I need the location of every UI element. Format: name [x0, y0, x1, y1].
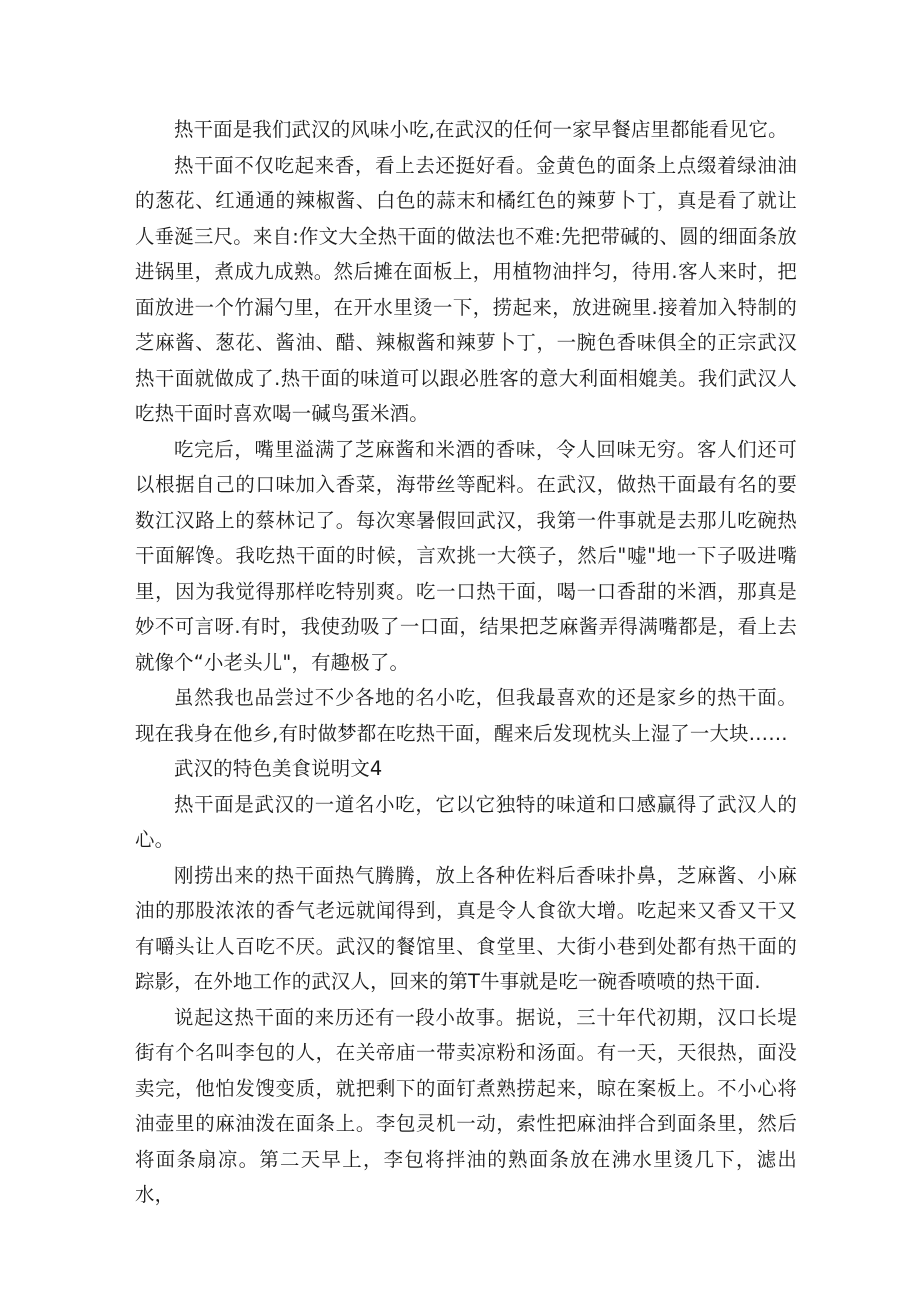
paragraph-after-eating: 吃完后，嘴里溢满了芝麻酱和米酒的香味，令人回味无穷。客人们还可以根据自己的口味加入香菜，海带丝等配料。在武汉，做热干面最有名的要数江汉路上的蔡林记了。每次寒暑假回武汉，我第一件事就是去那儿吃碗热干面解馋。我吃热干面的时候，言欢挑一大筷子，然后"嘘"地一下子吸进嘴里，因为我觉得那样吃特别爽。吃一口热干面，喝一口香甜的米酒，那真是妙不可言呀.有时，我使劲吸了一口面，结果把芝麻酱弄得满嘴都是，看上去就像个“小老头儿"，有趣极了。 [135, 437, 797, 674]
paragraph-aroma: 刚捞出来的热干面热气腾腾，放上各种佐料后香味扑鼻，芝麻酱、小麻油的那股浓浓的香气老远就闻得到，真是令人食欲大增。吃起来又香又干又有嚼头让人百吃不厌。武汉的餐馆里、食堂里、大街小巷到处都有热干面的踪影，在外地工作的武汉人，回来的第T牛事就是吃一碗香喷喷的热干面. [135, 863, 797, 993]
paragraph-famous-snack: 热干面是武汉的一道名小吃，它以它独特的味道和口感赢得了武汉人的心。 [135, 792, 797, 851]
paragraph-intro: 热干面是我们武汉的风味小吃,在武汉的任何一家早餐店里都能看见它。 [174, 118, 788, 141]
document-body [135, 112, 797, 1213]
paragraph-appearance-and-recipe: 热干面不仅吃起来香，看上去还挺好看。金黄色的面条上点缀着绿油油的葱花、红通通的辣椒酱、白色的蒜末和橘红色的辣萝卜丁，真是看了就让人垂涎三尺。来自:作文大全热干面的做法也不难:先把带碱的、圆的细面条放进锅里，煮成九成熟。然后摊在面板上，用植物油拌匀，待用.客人来时，把面放进一个竹漏勺里，在开水里烫一下，捞起来，放进碗里.接着加入特制的芝麻酱、葱花、酱油、醋、辣椒酱和辣萝卜丁，一腕色香味俱全的正宗武汉热干面就做成了.热干面的味道可以跟必胜客的意大利面相媲美。我们武汉人吃热干面时喜欢喝一碱鸟蛋米酒。 [135, 153, 797, 425]
paragraph-homesick: 虽然我也品尝过不少各地的名小吃，但我最喜欢的还是家乡的热干面。现在我身在他乡,有时做梦都在吃热干面，醒来后发现枕头上湿了一大块…… [135, 686, 797, 745]
paragraph-origin-story: 说起这热干面的来历还有一段小故事。据说，三十年代初期，汉口长堤街有个名叫李包的人，在关帝庙一带卖凉粉和汤面。有一天，天很热，面没卖完，他怕发馊变质，就把剩下的面钉煮熟捞起来，晾在案板上。不小心将油壶里的麻油泼在面条上。李包灵机一动，索性把麻油拌合到面条里，然后将面条扇凉。第二天早上，李包将拌油的熟面条放在沸水里烫几下，滤出水， [135, 1005, 797, 1206]
section-heading: 武汉的特色美食说明文4 [174, 757, 383, 780]
